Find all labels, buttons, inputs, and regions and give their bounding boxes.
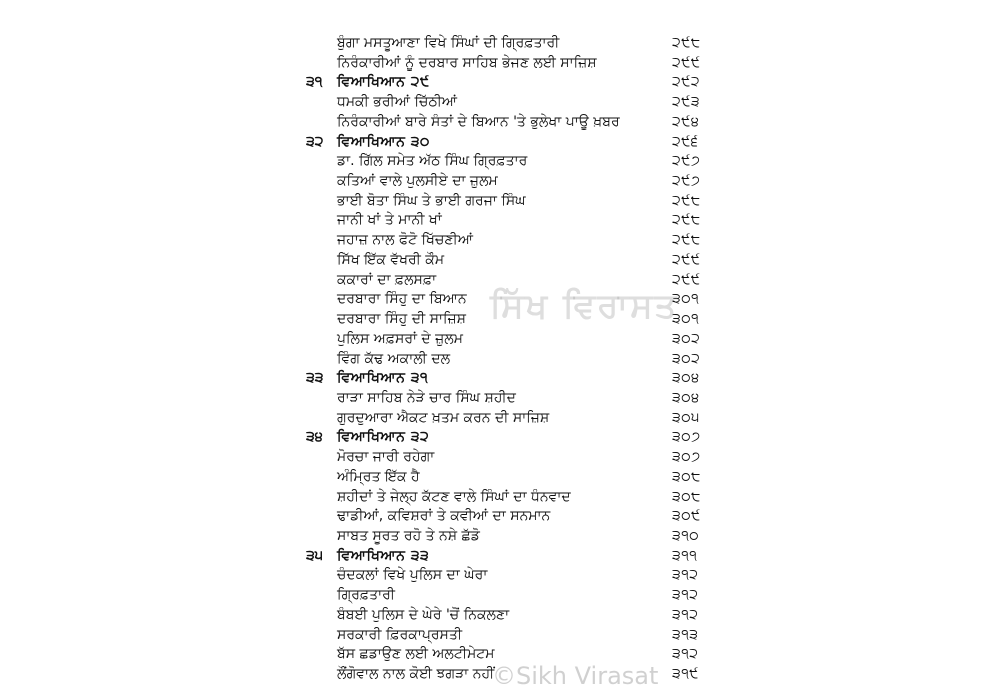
toc-entry-row	[0, 152, 1000, 172]
toc-entry-row	[0, 172, 1000, 192]
toc-entry-row	[0, 231, 1000, 251]
entry-title: ਰਾੜਾ ਸਾਹਿਬ ਨੇੜੇ ਚਾਰ ਸਿੰਘ ਸ਼ਹੀਦ	[337, 389, 516, 406]
entry-title: ਦਰਬਾਰਾ ਸਿੰਹੁ ਦਾ ਬਿਆਨ	[337, 291, 467, 308]
page-number: ੩੧੨	[672, 587, 699, 604]
page-number: ੨੯੮	[672, 212, 701, 229]
toc-entry-row	[0, 507, 1000, 527]
page-number: ੩੦੧	[672, 311, 700, 328]
toc-entry-row	[0, 113, 1000, 133]
toc-entry-row	[0, 626, 1000, 646]
toc-entry-row	[0, 211, 1000, 231]
page-number: ੨੯੯	[672, 271, 701, 288]
toc-entry-row	[0, 409, 1000, 429]
page-number: ੨੯੮	[672, 232, 701, 249]
table-of-contents	[0, 34, 1000, 685]
page-number: ੨੯੯	[672, 251, 701, 268]
entry-title: ਸਰਕਾਰੀ ਫ਼ਿਰਕਾਪ੍ਰਸਤੀ	[337, 626, 463, 643]
entry-title: ਡਾ. ਗਿੱਲ ਸਮੇਤ ਅੱਠ ਸਿੰਘ ਗ੍ਰਿਫ਼ਤਾਰ	[337, 153, 528, 170]
chapter-title: ਵਿਆਖਿਆਨ ੨੯	[337, 74, 430, 91]
entry-title: ਸਿੱਖ ਇੱਕ ਵੱਖਰੀ ਕੌਮ	[337, 251, 445, 268]
entry-title: ਗੁਰਦੁਆਰਾ ਐਕਟ ਖ਼ਤਮ ਕਰਨ ਦੀ ਸਾਜ਼ਿਸ਼	[337, 409, 550, 426]
entry-title: ਢਾਡੀਆਂ, ਕਵਿਸ਼ਰਾਂ ਤੇ ਕਵੀਆਂ ਦਾ ਸਨਮਾਨ	[337, 508, 551, 525]
toc-entry-row	[0, 468, 1000, 488]
entry-title: ਬੰਬਈ ਪੁਲਿਸ ਦੇ ਘੇਰੇ 'ਚੋਂ ਨਿਕਲਣਾ	[337, 606, 510, 623]
entry-title: ਕਤਿਆਂ ਵਾਲੇ ਪੁਲਸੀਏ ਦਾ ਜ਼ੁਲਮ	[337, 173, 498, 190]
page-number: ੨੯੭	[672, 173, 701, 190]
page-number: ੨੯੮	[672, 192, 701, 209]
chapter-number: ੩੨	[306, 133, 324, 150]
page-number: ੨੯੬	[672, 133, 699, 150]
page-number: ੩੦੮	[672, 488, 701, 505]
toc-chapter-row	[0, 547, 1000, 567]
page-number: ੩੧੯	[672, 666, 699, 682]
toc-entry-row	[0, 330, 1000, 350]
page-number: ੨੯੩	[672, 94, 701, 111]
toc-entry-row	[0, 350, 1000, 370]
chapter-number: ੩੧	[306, 74, 323, 91]
entry-title: ਮੋਰਚਾ ਜਾਰੀ ਰਹੇਗਾ	[337, 449, 435, 466]
toc-entry-row	[0, 488, 1000, 508]
entry-title: ਧਮਕੀ ਭਰੀਆਂ ਚਿੱਠੀਆਂ	[337, 94, 458, 111]
page-number: ੩੦੭	[672, 429, 701, 446]
page-number: ੩੧੦	[672, 527, 700, 544]
center-watermark: ਸਿੱਖ ਵਿਰਾਸਤ	[490, 286, 679, 326]
toc-chapter-row	[0, 428, 1000, 448]
entry-title: ਜਹਾਜ਼ ਨਾਲ ਫੋਟੋ ਖਿੱਚਣੀਆਂ	[337, 232, 473, 249]
chapter-title: ਵਿਆਖਿਆਨ ੩੦	[337, 133, 430, 150]
entry-title: ਸਾਬਤ ਸੂਰਤ ਰਹੋ ਤੇ ਨਸ਼ੇ ਛੱਡੋ	[337, 527, 480, 544]
entry-title: ਲੌਂਗੋਵਾਲ ਨਾਲ ਕੋਈ ਝਗੜਾ ਨਹੀਂ	[337, 666, 495, 682]
toc-entry-row	[0, 566, 1000, 586]
toc-entry-row	[0, 251, 1000, 271]
chapter-title: ਵਿਆਖਿਆਨ ੩੧	[337, 370, 429, 387]
page-number: ੩੦੨	[672, 350, 701, 367]
toc-chapter-row	[0, 133, 1000, 153]
chapter-title: ਵਿਆਖਿਆਨ ੩੨	[337, 429, 430, 446]
page-number: ੨੯੮	[672, 35, 701, 51]
toc-entry-row	[0, 34, 1000, 54]
page-number: ੩੦੭	[672, 449, 701, 466]
entry-title: ਪੁਲਿਸ ਅਫ਼ਸਰਾਂ ਦੇ ਜ਼ੁਲਮ	[337, 330, 463, 347]
page-number: ੨੯੭	[672, 153, 701, 170]
page-number: ੩੧੨	[672, 646, 699, 663]
entry-title: ਜਾਨੀ ਖਾਂ ਤੇ ਮਾਨੀ ਖਾਂ	[337, 212, 442, 229]
page-number: ੨੯੨	[672, 74, 701, 91]
toc-entry-row	[0, 527, 1000, 547]
entry-title: ਦਰਬਾਰਾ ਸਿੰਹੁ ਦੀ ਸਾਜ਼ਿਸ਼	[337, 311, 466, 328]
chapter-number: ੩੩	[306, 370, 324, 387]
toc-chapter-row	[0, 73, 1000, 93]
entry-title: ਵਿੰਗ ਕੱਢ ਅਕਾਲੀ ਦਲ	[337, 350, 451, 367]
page-number: ੨੯੯	[672, 54, 701, 71]
page-number: ੩੧੧	[672, 547, 698, 564]
page-number: ੩੦੪	[672, 389, 700, 406]
copyright-watermark: ©Sikh Virasat	[492, 662, 659, 690]
entry-title: ਕਕਾਰਾਂ ਦਾ ਫ਼ਲਸਫ਼ਾ	[337, 271, 437, 288]
entry-title: ਬੱਸ ਛਡਾਉਣ ਲਈ ਅਲਟੀਮੇਟਮ	[337, 646, 495, 663]
toc-entry-row	[0, 192, 1000, 212]
toc-entry-row	[0, 448, 1000, 468]
entry-title: ਅੰਮ੍ਰਿਤ ਇੱਕ ਹੈ	[337, 468, 420, 485]
toc-entry-row	[0, 389, 1000, 409]
entry-title: ਭਾਈ ਬੋਤਾ ਸਿੰਘ ਤੇ ਭਾਈ ਗਰਜਾ ਸਿੰਘ	[337, 192, 526, 209]
entry-title: ਨਿਰੰਕਾਰੀਆਂ ਨੂੰ ਦਰਬਾਰ ਸਾਹਿਬ ਭੇਜਣ ਲਈ ਸਾਜ਼ਿਸ਼	[337, 54, 597, 71]
page-number: ੩੦੮	[672, 468, 701, 485]
page-number: ੩੧੨	[672, 606, 699, 623]
toc-chapter-row	[0, 369, 1000, 389]
chapter-number: ੩੫	[306, 547, 323, 564]
page-number: ੩੦੯	[672, 508, 701, 525]
toc-entry-row	[0, 606, 1000, 626]
page-number: ੩੦੫	[672, 409, 700, 426]
entry-title: ਗ੍ਰਿਫ਼ਤਾਰੀ	[337, 587, 395, 604]
entry-title: ਨਿਰੰਕਾਰੀਆਂ ਬਾਰੇ ਸੰਤਾਂ ਦੇ ਬਿਆਨ 'ਤੇ ਭੁਲੇਖਾ ਪਾਊ ਖ਼ਬਰ	[337, 113, 620, 130]
chapter-number: ੩੪	[306, 429, 323, 446]
entry-title: ਸ਼ਹੀਦਾਂ ਤੇ ਜੇਲ੍ਹ ਕੱਟਣ ਵਾਲੇ ਸਿੰਘਾਂ ਦਾ ਧੰਨਵਾਦ	[337, 488, 571, 505]
toc-entry-row	[0, 54, 1000, 74]
page-number: ੩੧੩	[672, 626, 699, 643]
page-number: ੨੯੪	[672, 113, 700, 130]
page-number: ੩੦੧	[672, 291, 700, 308]
page-number: ੩੦੪	[672, 370, 700, 387]
entry-title: ਬੁੰਗਾ ਮਸਤੂਆਣਾ ਵਿਖੇ ਸਿੰਘਾਂ ਦੀ ਗ੍ਰਿਫ਼ਤਾਰੀ	[337, 35, 560, 51]
page-number: ੩੧੨	[672, 567, 699, 584]
chapter-title: ਵਿਆਖਿਆਨ ੩੩	[337, 547, 430, 564]
entry-title: ਚੰਦਕਲਾਂ ਵਿਖੇ ਪੁਲਿਸ ਦਾ ਘੇਰਾ	[337, 567, 488, 584]
toc-entry-row	[0, 93, 1000, 113]
toc-entry-row	[0, 586, 1000, 606]
page-number: ੩੦੨	[672, 330, 701, 347]
